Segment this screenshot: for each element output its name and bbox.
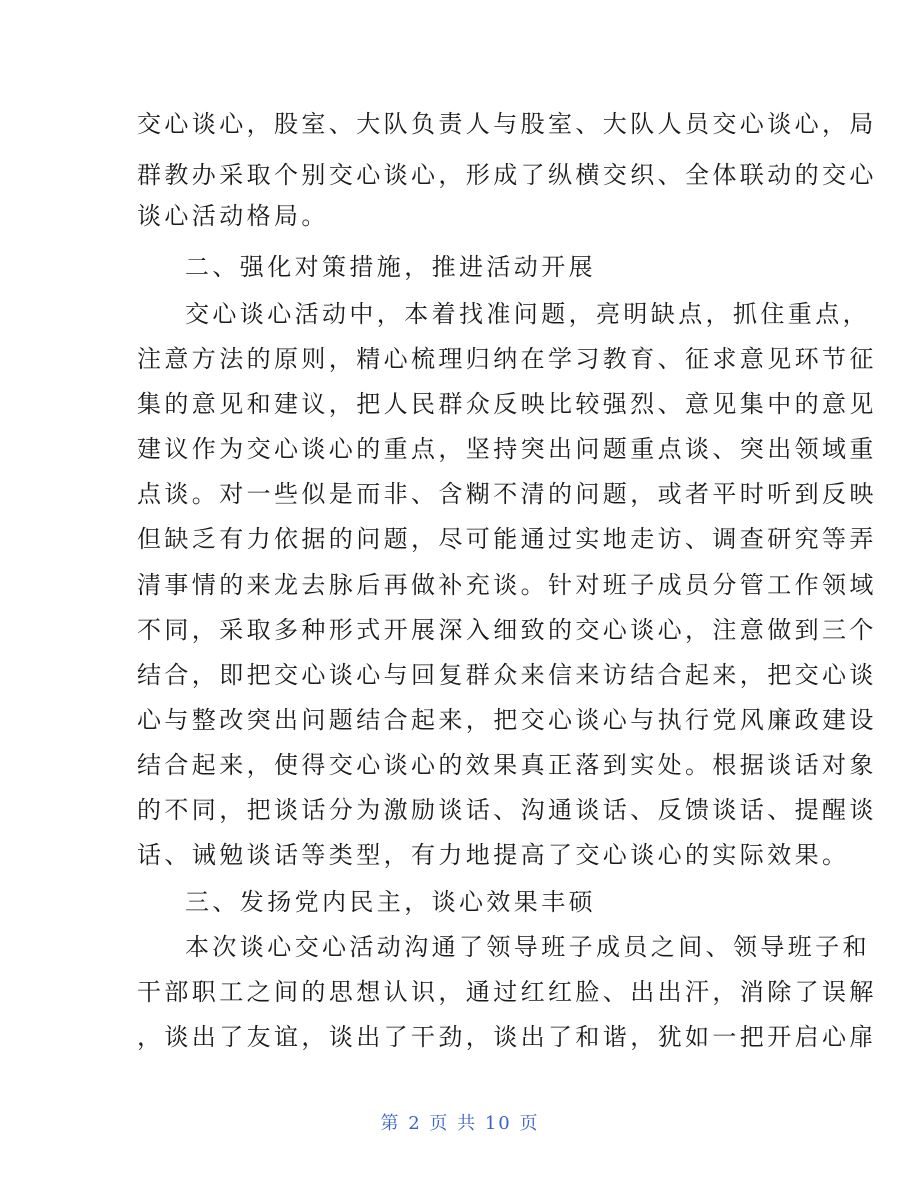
section-heading: 二、强化对策措施，推进活动开展 <box>185 253 596 281</box>
text-line: 但缺乏有力依据的问题，尽可能通过实地走访、调查研究等弄 <box>137 525 877 553</box>
text-line: 注意方法的原则，精心梳理归纳在学习教育、征求意见环节征 <box>137 345 877 373</box>
section-heading: 三、发扬党内民主，谈心效果丰硕 <box>185 888 596 916</box>
text-line: 交心谈心，股室、大队负责人与股室、大队人员交心谈心，局 <box>137 110 877 138</box>
text-line: 话、诫勉谈话等类型，有力地提高了交心谈心的实际效果。 <box>137 841 850 869</box>
text-line: 的不同，把谈话分为激励谈话、沟通谈话、反馈谈话、提醒谈 <box>137 796 877 824</box>
page-number-footer: 第 2 页 共 10 页 <box>380 1113 540 1134</box>
text-line: 建议作为交心谈心的重点，坚持突出问题重点谈、突出领域重 <box>137 435 877 463</box>
text-line: 不同，采取多种形式开展深入细致的交心谈心，注意做到三个 <box>137 616 877 644</box>
text-line: 点谈。对一些似是而非、含糊不清的问题，或者平时听到反映 <box>137 480 877 508</box>
text-line: 群教办采取个别交心谈心，形成了纵横交织、全体联动的交心 <box>137 161 877 189</box>
text-line: 集的意见和建议，把人民群众反映比较强烈、意见集中的意见 <box>137 390 877 418</box>
text-line: 交心谈心活动中，本着找准问题，亮明缺点，抓住重点， <box>185 300 870 328</box>
text-line: 心与整改突出问题结合起来，把交心谈心与执行党风廉政建设 <box>137 706 877 734</box>
text-line: ，谈出了友谊，谈出了干劲，谈出了和谐，犹如一把开启心扉 <box>137 1023 877 1051</box>
text-line: 结合起来，使得交心谈心的效果真正落到实处。根据谈话对象 <box>137 751 877 779</box>
text-line: 清事情的来龙去脉后再做补充谈。针对班子成员分管工作领域 <box>137 571 877 599</box>
text-line: 本次谈心交心活动沟通了领导班子成员之间、领导班子和 <box>185 933 870 961</box>
text-line: 谈心活动格局。 <box>137 202 329 230</box>
text-line: 干部职工之间的思想认识，通过红红脸、出出汗，消除了误解 <box>137 978 877 1006</box>
text-line: 结合，即把交心谈心与回复群众来信来访结合起来，把交心谈 <box>137 661 877 689</box>
